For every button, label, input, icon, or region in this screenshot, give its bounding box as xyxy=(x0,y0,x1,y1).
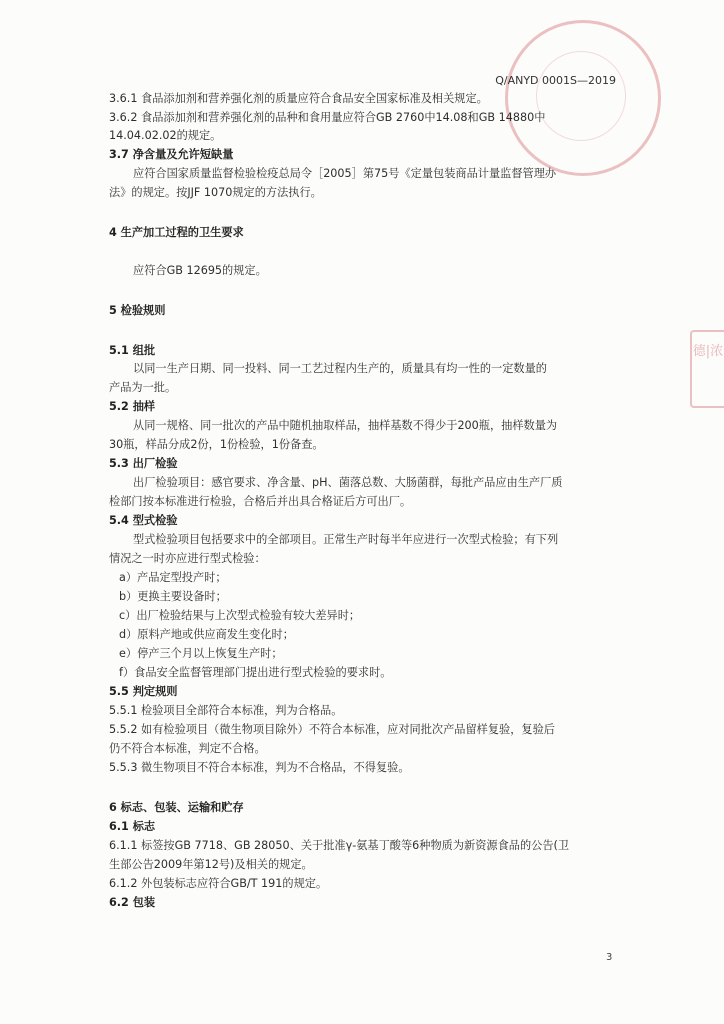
clause-3-6-1: 3.6.1 食品添加剂和营养强化剂的质量应符合食品安全国家标准及相关规定。 xyxy=(109,92,488,105)
paragraph-5-3-cont: 检部门按本标准进行检验，合格后并出具合格证后方可出厂。 xyxy=(109,495,412,508)
heading-3-7: 3.7 净含量及允许短缺量 xyxy=(109,148,234,161)
clause-5-5-3: 5.5.3 微生物项目不符合本标准，判为不合格品，不得复验。 xyxy=(109,761,410,774)
paragraph-4: 应符合GB 12695的规定。 xyxy=(133,264,267,277)
paragraph-5-1-cont: 产品为一批。 xyxy=(109,381,177,394)
heading-6-1: 6.1 标志 xyxy=(109,820,156,833)
paragraph-5-4-cont: 情况之一时亦应进行型式检验： xyxy=(109,552,266,565)
standard-code: Q/ANYD 0001S—2019 xyxy=(495,74,616,87)
heading-4: 4 生产加工过程的卫生要求 xyxy=(109,226,244,239)
heading-5-5: 5.5 判定规则 xyxy=(109,685,178,698)
page-number: 3 xyxy=(606,952,613,963)
clause-3-6-2-cont: 14.04.02.02的规定。 xyxy=(109,129,222,142)
heading-6: 6 标志、包装、运输和贮存 xyxy=(109,801,244,814)
clause-6-1-1: 6.1.1 标签按GB 7718、GB 28050、关于批准γ-氨基丁酸等6种物质为新资源食品的公告(卫 xyxy=(109,839,570,852)
list-item-d: d）原料产地或供应商发生变化时； xyxy=(119,628,294,641)
heading-6-2: 6.2 包装 xyxy=(109,896,156,909)
list-item-f: f）食品安全监督管理部门提出进行型式检验的要求时。 xyxy=(119,666,392,679)
paragraph-5-2: 从同一规格、同一批次的产品中随机抽取样品，抽样基数不得少于200瓶，抽样数量为 xyxy=(133,419,558,432)
edge-seal-stamp: 德|浓 xyxy=(690,330,724,408)
paragraph-5-1: 以同一生产日期、同一投料、同一工艺过程内生产的，质量具有均一性的一定数量的 xyxy=(133,362,547,375)
clause-6-1-1-cont: 生部公告2009年第12号)及相关的规定。 xyxy=(109,858,313,871)
paragraph-5-3: 出厂检验项目：感官要求、净含量、pH、菌落总数、大肠菌群，每批产品应由生产厂质 xyxy=(133,476,563,489)
paragraph-3-7-cont: 法》的规定。按JJF 1070规定的方法执行。 xyxy=(109,186,322,199)
clause-3-6-2: 3.6.2 食品添加剂和营养强化剂的品种和食用量应符合GB 2760中14.08和GB 14880中 xyxy=(109,111,546,124)
clause-5-5-2: 5.5.2 如有检验项目（微生物项目除外）不符合本标准，应对同批次产品留样复验，复验后 xyxy=(109,723,555,736)
company-seal-stamp xyxy=(505,20,661,176)
clause-5-5-1: 5.5.1 检验项目全部符合本标准，判为合格品。 xyxy=(109,704,343,717)
list-item-b: b）更换主要设备时； xyxy=(119,590,227,603)
heading-5-4: 5.4 型式检验 xyxy=(109,514,178,527)
list-item-a: a）产品定型投产时； xyxy=(119,571,227,584)
paragraph-5-2-cont: 30瓶，样品分成2份，1份检验，1份备查。 xyxy=(109,438,324,451)
heading-5-3: 5.3 出厂检验 xyxy=(109,457,178,470)
heading-5-2: 5.2 抽样 xyxy=(109,400,156,413)
heading-5: 5 检验规则 xyxy=(109,304,166,317)
paragraph-3-7: 应符合国家质量监督检验检疫总局令［2005］第75号《定量包装商品计量监督管理办 xyxy=(133,167,557,180)
list-item-c: c）出厂检验结果与上次型式检验有较大差异时； xyxy=(119,609,361,622)
clause-6-1-2: 6.1.2 外包装标志应符合GB/T 191的规定。 xyxy=(109,877,328,890)
list-item-e: e）停产三个月以上恢复生产时； xyxy=(119,647,283,660)
paragraph-5-4: 型式检验项目包括要求中的全部项目。正常生产时每半年应进行一次型式检验；有下列 xyxy=(133,533,559,546)
clause-5-5-2-cont: 仍不符合本标准，判定不合格。 xyxy=(109,742,266,755)
heading-5-1: 5.1 组批 xyxy=(109,344,156,357)
